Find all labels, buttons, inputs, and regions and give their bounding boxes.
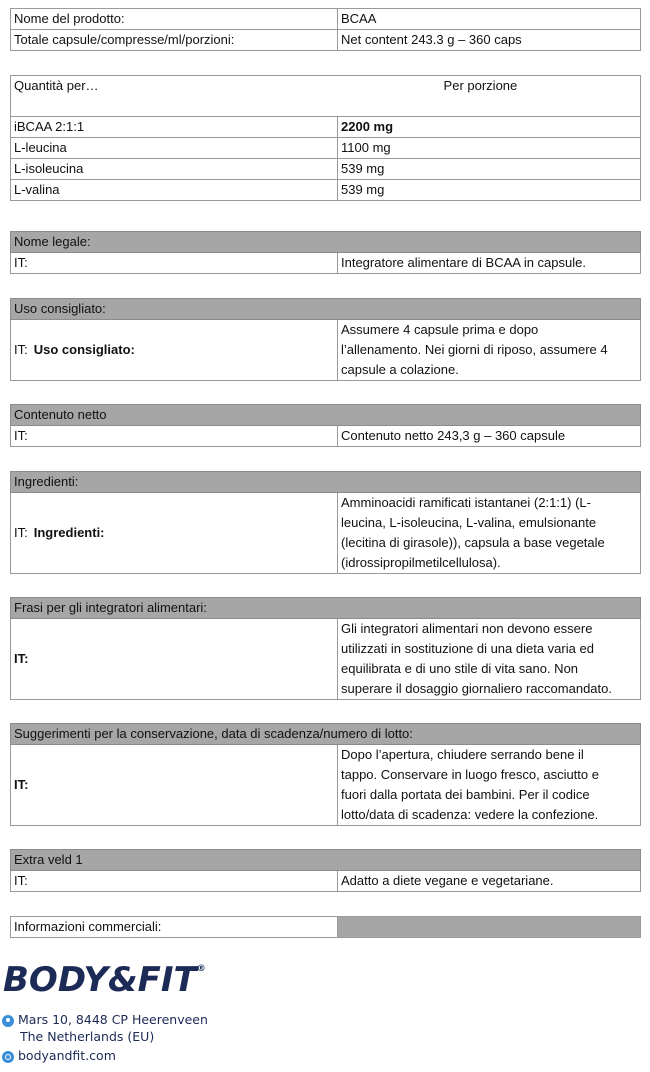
storage-header: Suggerimenti per la conservazione, data di scadenza/numero di lotto: <box>11 724 641 745</box>
net-content-table <box>10 404 641 447</box>
commercial-label: Informazioni commerciali: <box>11 917 338 938</box>
product-total-label: Totale capsule/compresse/ml/porzioni: <box>11 30 338 51</box>
phrases-value <box>338 619 641 700</box>
phrases-table <box>10 597 641 700</box>
ingredients-header: Ingredienti: <box>11 472 641 493</box>
website-line <box>2 1048 116 1063</box>
quantity-table <box>10 75 641 201</box>
quantity-header-left: Quantità per… <box>14 78 99 93</box>
storage-table <box>10 723 641 826</box>
ingredients-value <box>338 493 641 574</box>
phrases-line: superare il dosaggio giornaliero raccomandato. <box>341 681 612 696</box>
usage-lang-cell <box>11 320 338 381</box>
quantity-row-name: L-isoleucina <box>11 159 338 180</box>
ingredients-line: (idrossipropilmetilcellulosa). <box>341 555 501 570</box>
phrases-line: equilibrata e di uno stile di vita sano. Non <box>341 661 579 676</box>
storage-value <box>338 745 641 826</box>
quantity-row-name: L-valina <box>11 180 338 201</box>
usage-lang: IT: <box>14 342 28 357</box>
phrases-lang: IT: <box>11 619 338 700</box>
extra-value: Adatto a diete vegane e vegetariane. <box>338 871 641 892</box>
net-content-header: Contenuto netto <box>11 405 641 426</box>
ingredients-table <box>10 471 641 574</box>
usage-label: Uso consigliato: <box>33 342 135 357</box>
extra-lang: IT: <box>11 871 338 892</box>
storage-line: fuori dalla portata dei bambini. Per il codice <box>341 787 590 802</box>
address-line-1 <box>2 1012 208 1027</box>
ingredients-label: Ingredienti: <box>33 525 105 540</box>
quantity-header <box>11 76 641 117</box>
ingredients-lang: IT: <box>14 525 28 540</box>
quantity-header-right: Per porzione <box>443 78 518 93</box>
website-link[interactable]: bodyandfit.com <box>18 1048 116 1063</box>
legal-name-lang: IT: <box>11 253 338 274</box>
usage-line: Assumere 4 capsule prima e dopo <box>341 322 539 337</box>
storage-lang: IT: <box>11 745 338 826</box>
registered-mark: ® <box>196 964 206 974</box>
ingredients-line: leucina, L-isoleucina, L-valina, emulsionante <box>341 515 597 530</box>
brand-logo <box>3 960 206 1000</box>
extra-table <box>10 849 641 892</box>
quantity-row-value: 1100 mg <box>338 138 641 159</box>
usage-line: capsule a colazione. <box>341 362 459 377</box>
product-name-label: Nome del prodotto: <box>11 9 338 30</box>
legal-name-value: Integratore alimentare di BCAA in capsule. <box>338 253 641 274</box>
legal-name-table <box>10 231 641 274</box>
usage-table <box>10 298 641 381</box>
ingredients-lang-cell <box>11 493 338 574</box>
commercial-table <box>10 916 641 938</box>
phrases-header: Frasi per gli integratori alimentari: <box>11 598 641 619</box>
net-content-lang: IT: <box>11 426 338 447</box>
quantity-row-name: L-leucina <box>11 138 338 159</box>
product-total-value: Net content 243.3 g – 360 caps <box>338 30 641 51</box>
quantity-row-value: 539 mg <box>338 159 641 180</box>
ingredients-line: Amminoacidi ramificati istantanei (2:1:1) (L- <box>341 495 591 510</box>
product-table <box>10 8 641 51</box>
ingredients-line: (lecitina di girasole)), capsula a base vegetale <box>341 535 605 550</box>
brand-logo-text: BODY&FIT <box>3 960 197 1000</box>
usage-value <box>338 320 641 381</box>
location-pin-icon <box>2 1015 14 1027</box>
quantity-row-value: 539 mg <box>338 180 641 201</box>
usage-line: l’allenamento. Nei giorni di riposo, assumere 4 <box>341 342 608 357</box>
storage-line: Dopo l’apertura, chiudere serrando bene il <box>341 747 584 762</box>
quantity-row-value: 2200 mg <box>338 117 641 138</box>
phrases-line: Gli integratori alimentari non devono essere <box>341 621 593 636</box>
website-icon <box>2 1051 14 1063</box>
commercial-value <box>338 917 641 938</box>
product-name-value: BCAA <box>338 9 641 30</box>
usage-header: Uso consigliato: <box>11 299 641 320</box>
address-line-1-text: Mars 10, 8448 CP Heerenveen <box>18 1012 208 1027</box>
storage-line: lotto/data di scadenza: vedere la confezione. <box>341 807 599 822</box>
phrases-line: utilizzati in sostituzione di una dieta varia ed <box>341 641 594 656</box>
net-content-value: Contenuto netto 243,3 g – 360 capsule <box>338 426 641 447</box>
quantity-row-name: iBCAA 2:1:1 <box>11 117 338 138</box>
extra-header: Extra veld 1 <box>11 850 641 871</box>
address-line-2: The Netherlands (EU) <box>20 1029 155 1044</box>
storage-line: tappo. Conservare in luogo fresco, asciutto e <box>341 767 599 782</box>
legal-name-header: Nome legale: <box>11 232 641 253</box>
